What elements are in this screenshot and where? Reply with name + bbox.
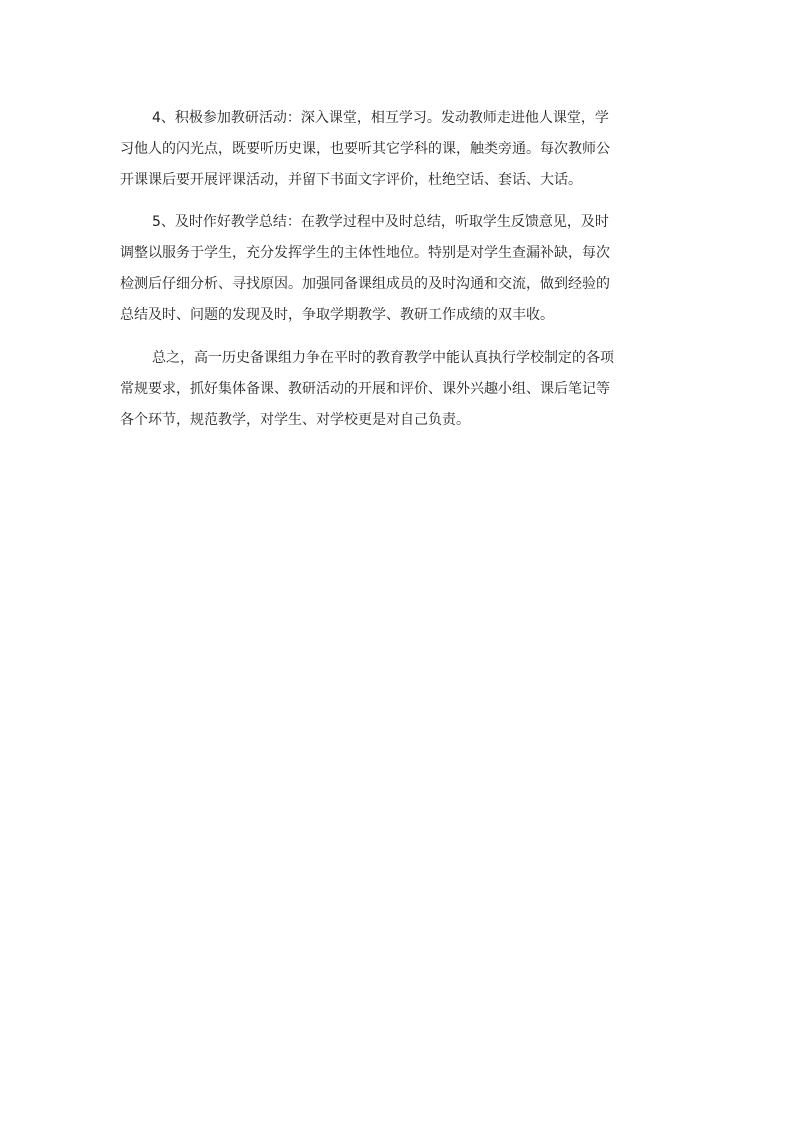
paragraph-spacer <box>120 196 678 207</box>
paragraph-conclusion <box>120 343 678 436</box>
paragraph-line: 开课课后要开展评课活动，并留下书面文字评价，杜绝空话、套话、大话。 <box>120 172 582 188</box>
paragraph-line: 各个环节，规范教学，对学生、对学校更是对自己负责。 <box>120 412 470 428</box>
paragraph-teaching-summary <box>120 207 678 331</box>
paragraph-line: 4、积极参加教研活动：深入课堂，相互学习。发动教师走进他人课堂，学 <box>152 110 609 126</box>
paragraph-line: 总结及时、问题的发现及时，争取学期教学、教研工作成绩的双丰收。 <box>120 307 554 323</box>
paragraph-line: 习他人的闪光点，既要听历史课，也要听其它学科的课，触类旁通。每次教师公 <box>120 141 610 157</box>
paragraph-teaching-research <box>120 103 678 196</box>
paragraph-line: 调整以服务于学生，充分发挥学生的主体性地位。特别是对学生查漏补缺，每次 <box>120 245 610 261</box>
paragraph-line: 常规要求，抓好集体备课、教研活动的开展和评价、课外兴趣小组、课后笔记等 <box>120 381 610 397</box>
paragraph-line: 总之，高一历史备课组力争在平时的教育教学中能认真执行学校制定的各项 <box>152 350 614 366</box>
paragraph-line: 检测后仔细分析、寻找原因。加强同备课组成员的及时沟通和交流，做到经验的 <box>120 276 610 292</box>
document-body <box>120 103 678 436</box>
paragraph-line: 5、及时作好教学总结：在教学过程中及时总结，听取学生反馈意见，及时 <box>152 214 609 230</box>
paragraph-spacer <box>120 331 678 343</box>
